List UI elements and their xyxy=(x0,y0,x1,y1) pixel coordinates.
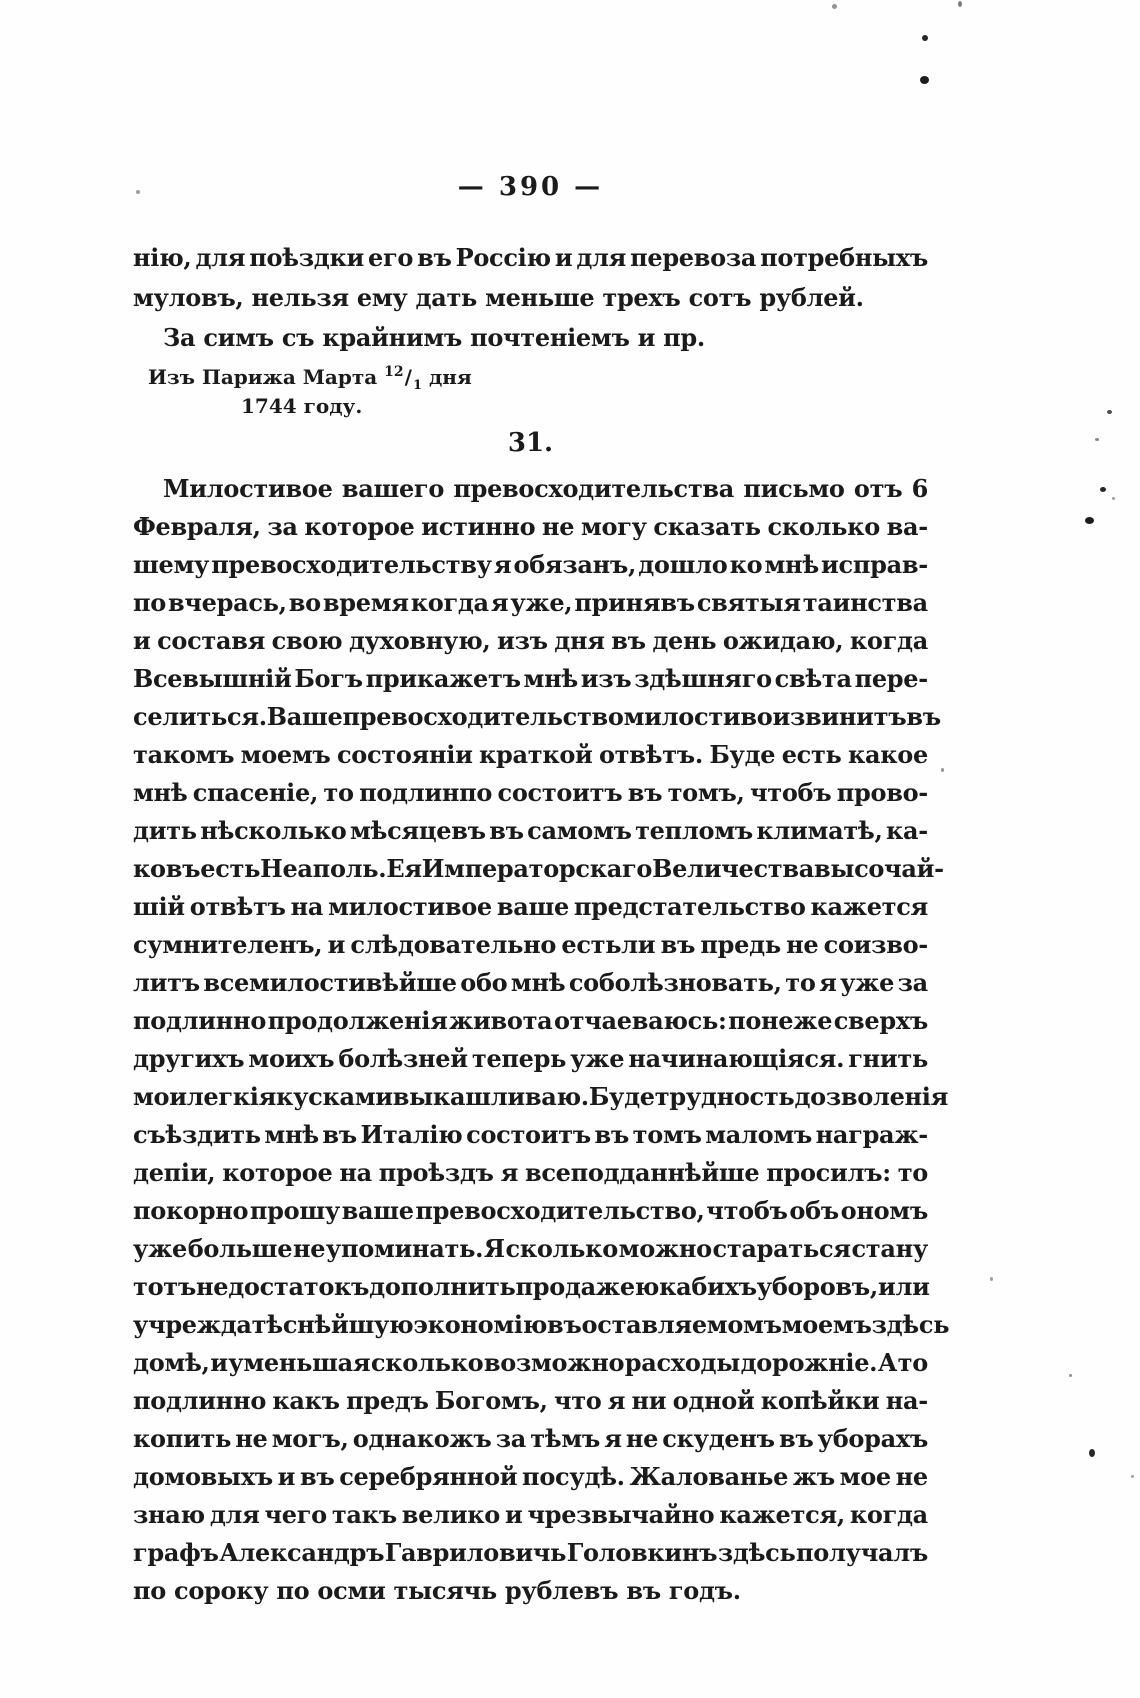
text-line: подлинно продолженія живота отчаеваюсь: понеже сверхъ xyxy=(133,1006,928,1035)
text-line: депіи, которое на проѣздъ я всеподданнѣйше просилъ: то xyxy=(133,1158,928,1187)
text-line: учрежда тѣснѣйшую экономію въ оставляемомъ моемъ здѣсь xyxy=(133,1310,950,1339)
dateline-fraction-slash: / xyxy=(404,365,412,389)
scan-speck xyxy=(990,1277,993,1281)
text-line: Милостивое вашего превосходительства письмо отъ 6 xyxy=(163,474,928,503)
text-line: шему превосходительству я обязанъ, дошло ко мнѣ исправ- xyxy=(133,550,928,579)
letter-30-continuation xyxy=(133,238,928,318)
scan-speck xyxy=(920,76,929,84)
page-number: — 390 — xyxy=(457,172,604,202)
scan-speck xyxy=(1069,1374,1072,1377)
text-line: съѣздить мнѣ въ Италію состоитъ въ томъ маломъ награж- xyxy=(133,1120,928,1149)
text-line: шій отвѣтъ на милостивое ваше предстательство кажется xyxy=(133,892,928,921)
scan-speck xyxy=(1089,1449,1095,1457)
text-line: сумнителенъ, и слѣдовательно естьли въ предь не соизво- xyxy=(133,930,928,959)
text-line: мнѣ спасеніе, то подлинпо состоитъ въ томъ, чтобъ прово- xyxy=(133,778,928,807)
scan-speck xyxy=(922,35,928,41)
text-line: покорно прошу ваше превосходительство, чтобъ объ ономъ xyxy=(133,1196,928,1225)
section-31-heading: 31. xyxy=(507,428,554,458)
text-line: по сороку по осми тысячь рублевъ въ годъ. xyxy=(133,1576,741,1605)
dateline-suffix: дня xyxy=(428,365,472,389)
dateline-day-denominator: 1 xyxy=(412,378,422,393)
scan-speck xyxy=(1131,1475,1134,1478)
text-line: уже больше не упоминать. Я сколько можно стараться стану xyxy=(133,1234,928,1263)
text-line: домѣ, и уменьшая сколько возможно расходы дорожніе. А то xyxy=(133,1348,928,1377)
text-line: знаю для чего такъ велико и чрезвычайно кажется, когда xyxy=(133,1500,928,1529)
scan-speck xyxy=(1112,497,1115,500)
dateline-place: Изъ Парижа Марта xyxy=(148,365,378,389)
scan-speck xyxy=(1107,410,1112,414)
text-line: Всевышній Богъ прикажетъ мнѣ изъ здѣшняго свѣта пере- xyxy=(133,664,928,693)
text-line: ковъ есть Неаполь. Ея Императорскаго Величества высочай- xyxy=(133,854,944,883)
text-line: нію, для поѣздки его въ Россію и для перевоза потребныхъ xyxy=(133,243,928,272)
scan-speck xyxy=(832,4,837,9)
text-line: такомъ моемъ состояніи краткой отвѣтъ. Буде есть какое xyxy=(133,740,928,769)
letter-30-year: 1744 году. xyxy=(241,394,363,418)
text-line: мои легкія кусками выкашливаю. Буде трудность дозволенія xyxy=(133,1082,949,1111)
text-line: графъ Александръ Гавриловичь Головкинъ здѣсь получалъ xyxy=(133,1538,928,1567)
text-line: и составя свою духовную, изъ дня въ день ожидаю, когда xyxy=(133,626,928,655)
text-line: дить нѣсколько мѣсяцевъ въ самомъ тепломъ климатѣ, ка- xyxy=(133,816,928,845)
text-line: литъ всемилостивѣйше обо мнѣ соболѣзновать, то я уже за xyxy=(133,968,928,997)
text-line: Февраля, за которое истинно не могу сказать сколько ва- xyxy=(133,512,928,541)
scan-speck xyxy=(1095,438,1099,441)
scan-speck xyxy=(958,1,962,7)
letter-30-dateline xyxy=(133,362,928,392)
dateline-day-numerator: 12 xyxy=(384,364,404,380)
scan-speck xyxy=(941,768,944,772)
text-line: по вчерась, во время когда я уже, принявъ святыя таинства xyxy=(133,588,928,617)
text-column xyxy=(133,172,950,1610)
text-line: муловъ, нельзя ему дать меньше трехъ сотъ рублей. xyxy=(133,283,864,312)
scan-speck xyxy=(136,190,140,194)
text-line: подлинно какъ предъ Богомъ, что я ни одной копѣйки на- xyxy=(133,1386,928,1415)
text-line: тотъ недостатокъ дополнить продажею кабихъ уборовъ, или xyxy=(133,1272,930,1301)
text-line: домовыхъ и въ серебрянной посудѣ. Жалованье жъ мое не xyxy=(133,1462,928,1491)
scan-speck xyxy=(1100,487,1106,492)
text-line: другихъ моихъ болѣзней теперь уже начинающіяся. гнить xyxy=(133,1044,928,1073)
scan-speck xyxy=(1085,517,1094,524)
text-line: селиться. Ваше превосходительство милостиво извинитъ въ xyxy=(133,702,941,731)
letter-30-closing: За симъ съ крайнимъ почтеніемъ и пр. xyxy=(163,323,705,352)
letter-31-body xyxy=(133,470,950,1610)
text-line: копить не могъ, однакожъ за тѣмъ я не скуденъ въ уборахъ xyxy=(133,1424,928,1453)
